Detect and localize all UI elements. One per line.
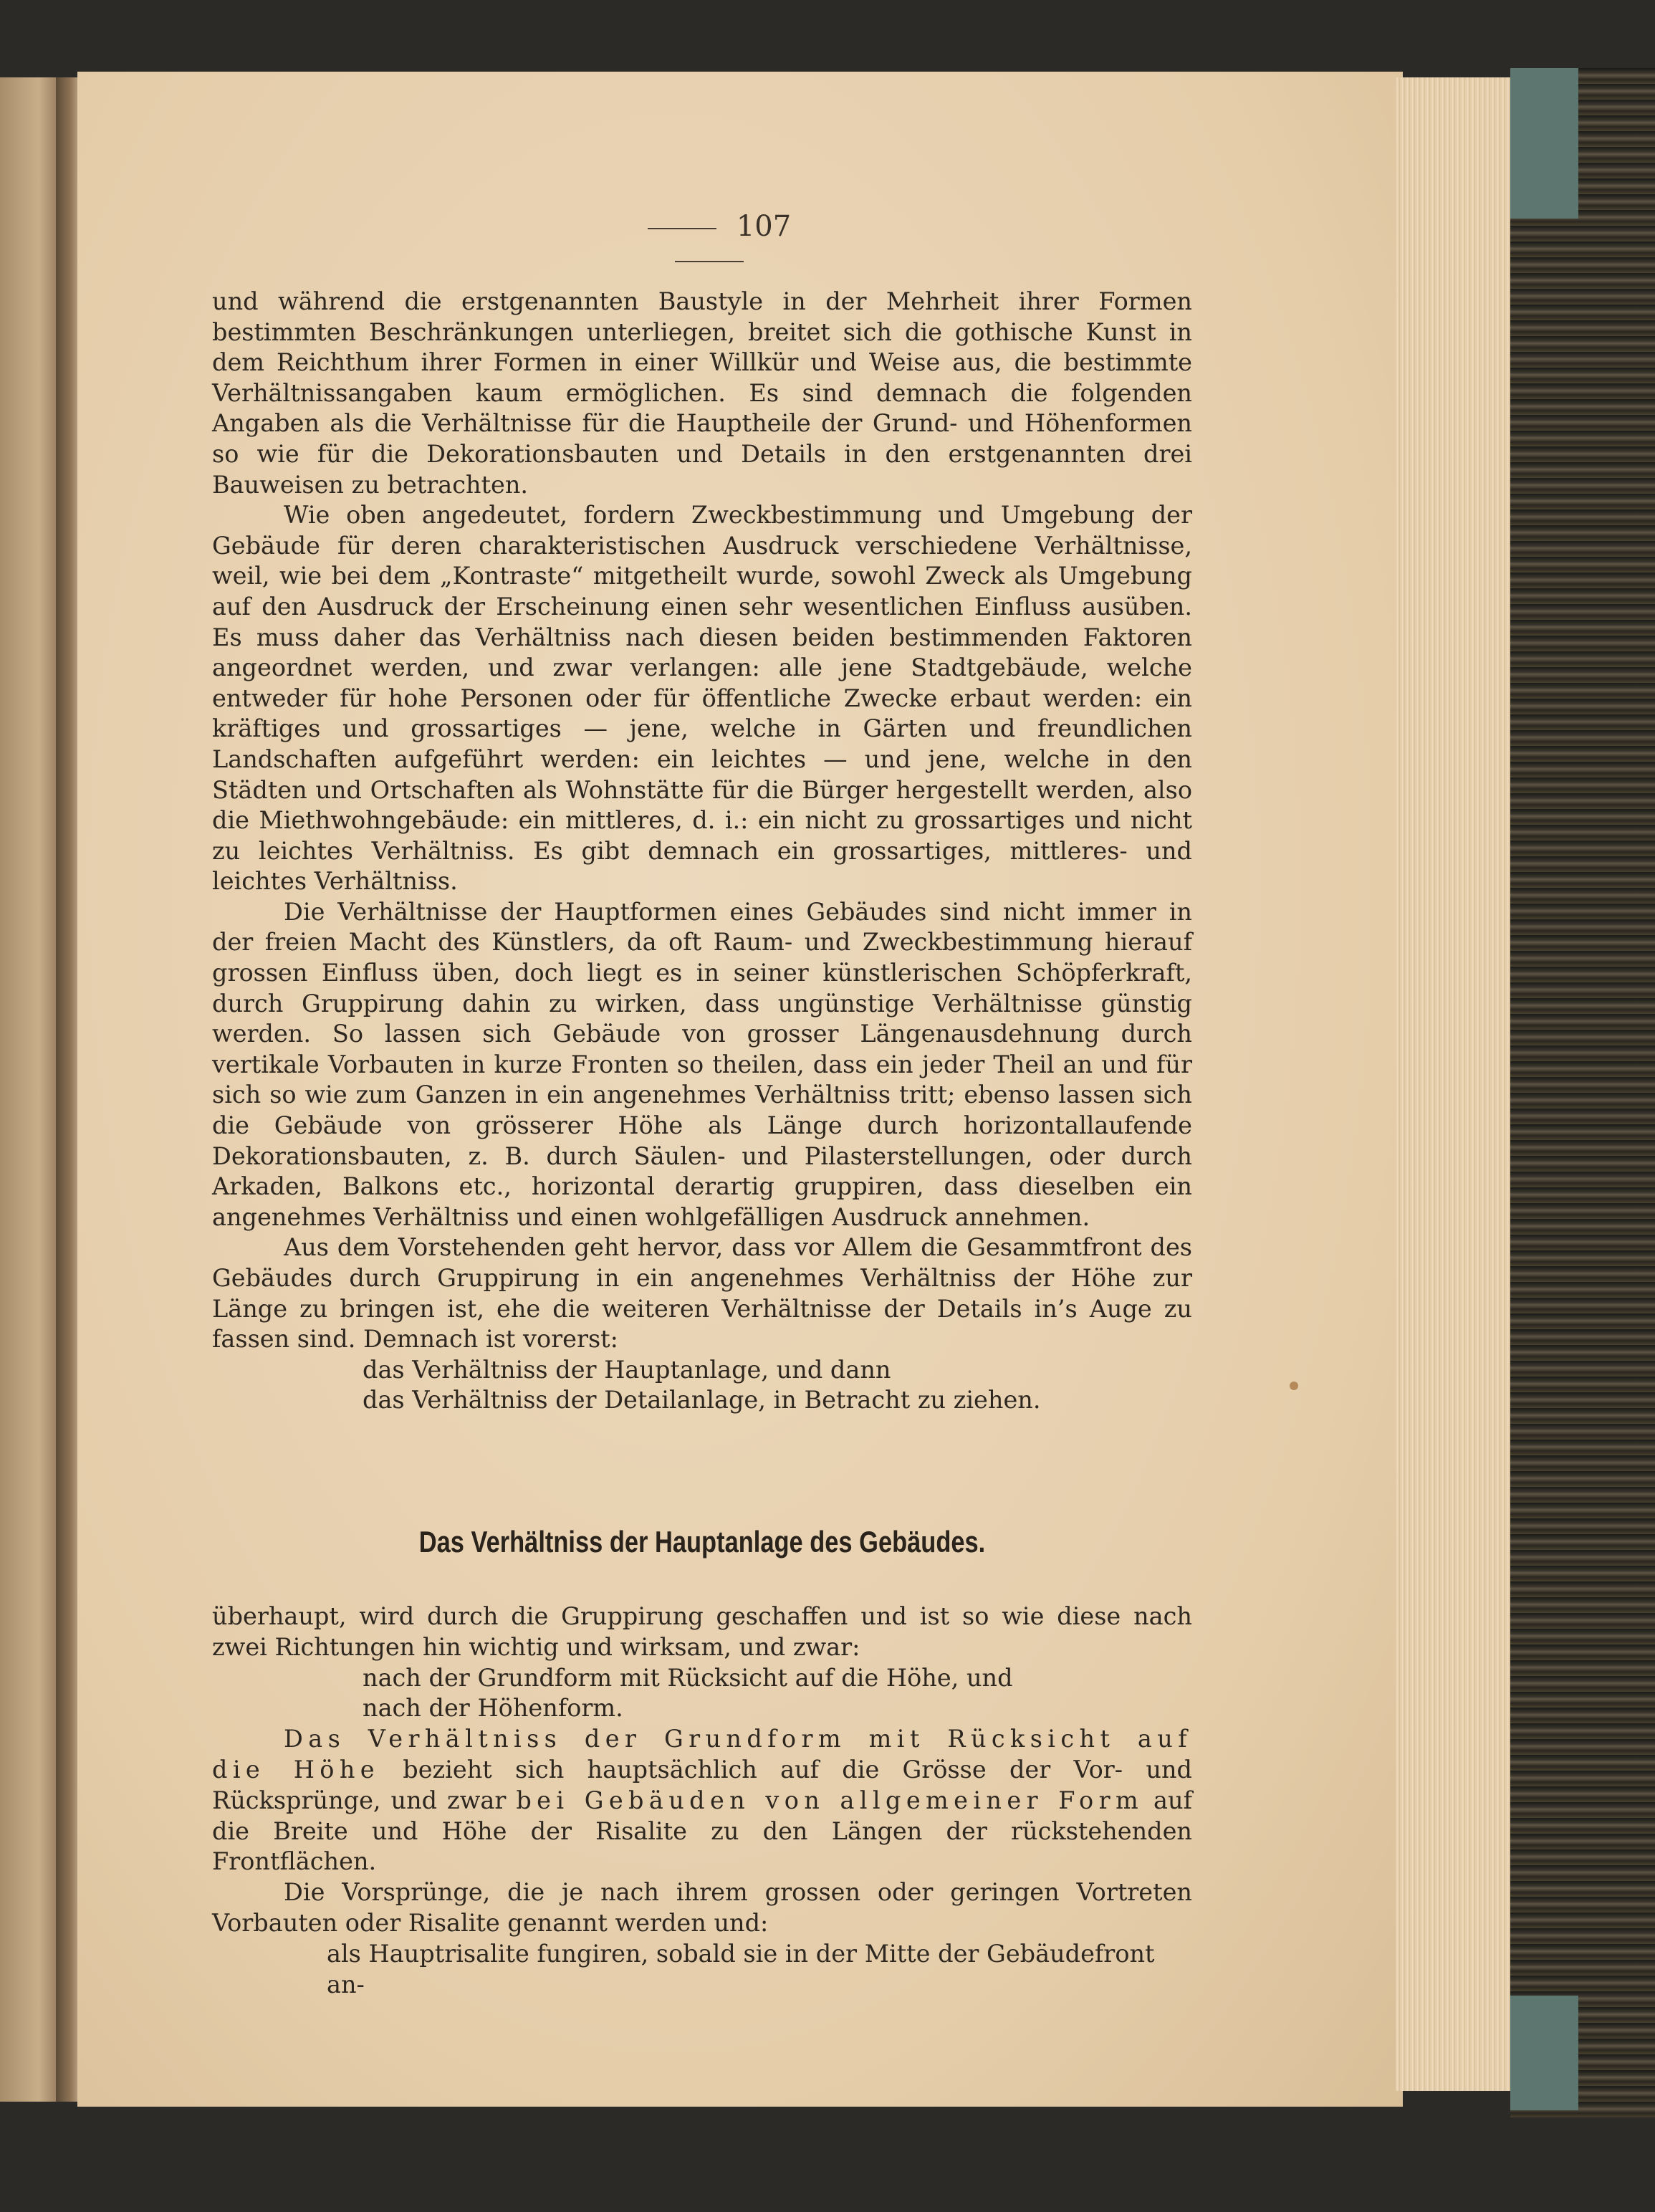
grundform-lead: Das Verhältniss der Grundform mit Rücksicht auf die Höhe	[212, 1725, 1192, 1784]
paragraph-3: Die Verhältnisse der Hauptformen eines Gebäudes sind nicht immer in der freien Macht des Künstlers, da oft Raum- und Zweckbestimmung hierauf grossen Einfluss üben, doch liegt es in seiner künstlerischen Schöpferkraft, durch Gruppirung dahin zu wirken, dass ungünstige Verhältnisse günstig werden. So lassen sich Gebäude von grosser Längenausdehnung durch vertikale Vorbauten in kurze Fronten so theilen, dass ein jeder Theil an und für sich so wie zum Ganzen in ein angenehmes Verhältniss tritt; ebenso lassen sich die Gebäude von grösserer Höhe als Länge durch horizontallaufende Dekorationsbauten, z. B. durch Säulen- und Pilasterstellungen, oder durch Arkaden, Balkons etc., horizontal derartig gruppiren, dass dieselben ein angenehmes Verhältniss und einen wohlgefälligen Ausdruck annehmen.	[212, 897, 1192, 1231]
list-two-item-2: nach der Höhenform.	[363, 1694, 623, 1723]
paper-spot	[1290, 1382, 1298, 1390]
grundform-mid: bezieht sich hauptsächlich auf die Grösse der Vor- und Rücksprünge, und zwar	[212, 1755, 1192, 1814]
page-number	[580, 210, 838, 276]
list-two-item-1: nach der Grundform mit Rücksicht auf die Höhe, und	[363, 1663, 1013, 1692]
section-heading: Das Verhältniss der Hauptanlage des Gebäudes.	[418, 1525, 986, 1559]
facing-page-edge	[0, 77, 64, 2102]
list-one-item-2: das Verhältniss der Detailanlage, in Betracht zu ziehen.	[363, 1386, 1041, 1414]
paragraph-4: Aus dem Vorstehenden geht hervor, dass vor Allem die Gesammtfront des Gebäudes durch Gruppirung in ein angenehmes Verhältniss der Höhe zur Länge zu bringen ist, ehe die weiteren Verhältnisse der Details in’s Auge zu fassen sind. Demnach ist vorerst:	[212, 1233, 1192, 1354]
cover-corner-bottom	[1510, 1996, 1578, 2110]
book-cover-binding	[1510, 68, 1655, 2117]
body-text-upper	[212, 287, 1192, 1416]
list-one-item-1: das Verhältniss der Hauptanlage, und dann	[363, 1355, 891, 1384]
body-text-lower	[212, 1601, 1192, 2000]
paragraph-2: Wie oben angedeutet, fordern Zweckbestimmung und Umgebung der Gebäude für deren charakteristischen Ausdruck verschiedene Verhältnisse, weil, wie bei dem „Kontraste“ mitgetheilt wurde, sowohl Zweck als Umgebung auf den Ausdruck der Erscheinung einen sehr wesentlichen Einfluss ausüben. Es muss daher das Verhältniss nach diesen beiden bestimmenden Faktoren angeordnet werden, und zwar verlangen: alle jene Stadtgebäude, welche entweder für hohe Personen oder für öffentliche Zwecke erbaut werden: ein kräftiges und grossartiges — jene, welche in Gärten und freundlichen Landschaften aufgeführt werden: ein leichtes — und jene, welche in den Städten und Ortschaften als Wohnstätte für die Bürger hergestellt werden, also die Miethwohngebäude: ein mittleres, d. i.: ein nicht zu grossartiges und nicht zu leichtes Verhältniss. Es gibt demnach ein grossartiges, mittleres- und leichtes Verhältniss.	[212, 501, 1192, 896]
page-block-edge	[1396, 77, 1510, 2091]
cover-corner-top	[1510, 68, 1578, 219]
grundform-spaced: bei Gebäuden von allgemeiner Form	[516, 1786, 1144, 1814]
page-number-rule-right	[675, 261, 744, 262]
last-line: als Hauptrisalite fungiren, sobald sie in der Mitte der Gebäudefront an-	[327, 1939, 1155, 1998]
page-number-value: 107	[736, 210, 792, 243]
grundform-end: auf die Breite und Höhe der Risalite zu den Längen der rückstehenden Frontflächen.	[212, 1786, 1192, 1876]
paragraph-vorspruenge: Die Vorsprünge, die je nach ihrem grossen oder geringen Vortreten Vorbauten oder Risalite genannt werden und:	[212, 1878, 1192, 1937]
section-intro: überhaupt, wird durch die Gruppirung geschaffen und ist so wie diese nach zwei Richtungen hin wichtig und wirksam, und zwar:	[212, 1602, 1192, 1661]
paragraph-1: und während die erstgenannten Baustyle in der Mehrheit ihrer Formen bestimmten Beschränkungen unterliegen, breitet sich die gothische Kunst in dem Reichthum ihrer Formen in einer Willkür und Weise aus, die bestimmte Verhältnissangaben kaum ermöglichen. Es sind demnach die folgenden Angaben als die Verhältnisse für die Hauptheile der Grund- und Höhenformen so wie für die Dekorationsbauten und Details in den erstgenannten drei Bauweisen zu betrachten.	[212, 287, 1192, 499]
paragraph-grundform	[212, 1724, 1192, 1877]
page-number-rule-left	[648, 228, 716, 229]
